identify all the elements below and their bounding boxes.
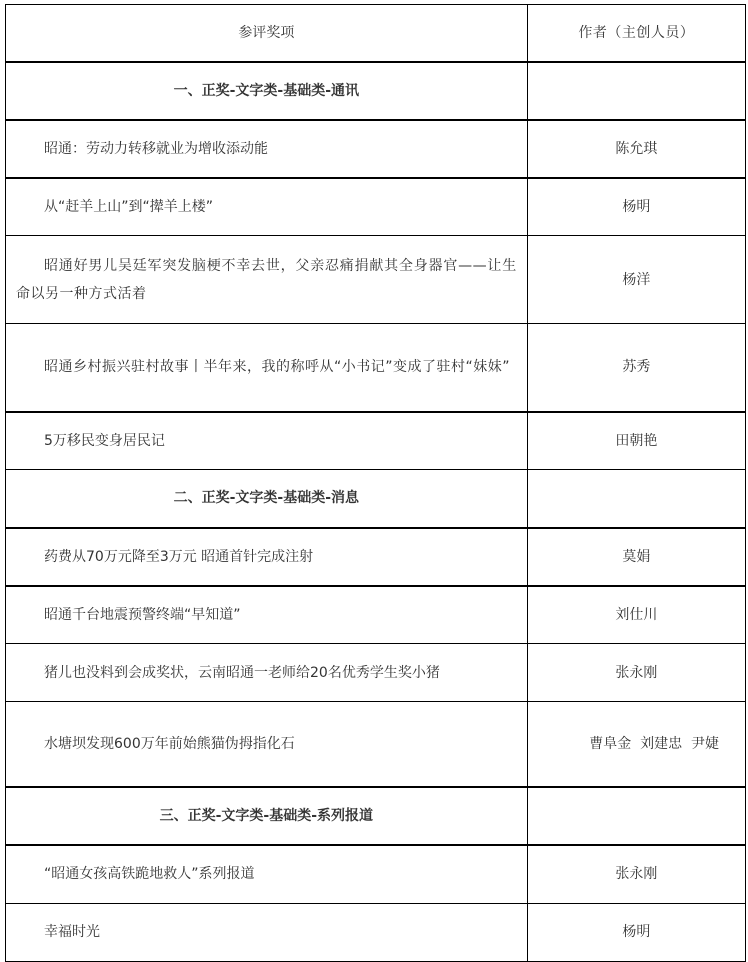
table-row (6, 120, 746, 178)
award-item-title: 幸福时光 (44, 924, 100, 940)
award-item-title: 5万移民变身居民记 (44, 432, 165, 449)
author-name: 刘仕川 (615, 606, 658, 623)
section-author-cell (527, 470, 745, 528)
table-row (6, 702, 746, 788)
section-author-cell (527, 787, 745, 845)
award-item-title: 昭通好男儿吴廷军突发脑梗不幸去世，父亲忍痛捐献其全身器官——让生命以另一种方式活着 (16, 257, 517, 302)
section-title: 一、正奖-文字类-基础类-通讯 (173, 82, 360, 99)
award-item-cell (6, 903, 528, 961)
author-cell (527, 528, 745, 586)
award-item-cell (6, 412, 528, 470)
award-item-title: 药费从70万元降至3万元 昭通首针完成注射 (44, 548, 314, 565)
author-name: 田朝艳 (615, 432, 658, 449)
table-row (6, 528, 746, 586)
author-cell (527, 412, 745, 470)
author-name: 杨明 (622, 924, 651, 940)
award-item-cell (6, 586, 528, 644)
award-item-cell (6, 324, 528, 412)
author-name: 陈允琪 (615, 140, 658, 157)
author-cell (527, 236, 745, 324)
table-row (6, 586, 746, 644)
author-cell (527, 586, 745, 644)
author-name: 莫娟 (622, 548, 651, 565)
section-title: 三、正奖-文字类-基础类-系列报道 (159, 808, 374, 824)
award-item-cell (6, 236, 528, 324)
author-cell (527, 324, 745, 412)
author-cell (527, 845, 745, 903)
award-item-title: “昭通女孩高铁跪地救人”系列报道 (44, 866, 255, 883)
award-item-cell (6, 702, 528, 788)
author-name: 苏秀 (622, 359, 651, 376)
header-item-label: 参评奖项 (238, 24, 295, 41)
table-row (6, 845, 746, 903)
award-item-title: 昭通乡村振兴驻村故事丨半年来，我的称呼从“小书记”变成了驻村“妹妹” (44, 359, 511, 376)
award-item-cell (6, 178, 528, 236)
award-item-cell (6, 644, 528, 702)
section-title-cell (6, 62, 528, 120)
author-cell (527, 120, 745, 178)
section-row (6, 62, 746, 120)
author-name: 张永刚 (615, 664, 658, 681)
table-row (6, 178, 746, 236)
header-author-cell (527, 5, 745, 62)
table-row (6, 903, 746, 961)
author-cell (527, 644, 745, 702)
table-row (6, 412, 746, 470)
award-item-title: 昭通千台地震预警终端“早知道” (44, 606, 241, 623)
author-name: 杨明 (622, 198, 651, 215)
section-title-cell (6, 787, 528, 845)
award-item-title: 昭通：劳动力转移就业为增收添动能 (44, 140, 268, 157)
section-row (6, 787, 746, 845)
author-cell (527, 903, 745, 961)
author-name: 张永刚 (615, 866, 658, 883)
award-item-title: 水塘坝发现600万年前始熊猫伪拇指化石 (44, 736, 295, 752)
table-row (6, 644, 746, 702)
header-item-cell (6, 5, 528, 62)
header-author-label: 作者（主创人员） (578, 24, 695, 41)
table-row (6, 236, 746, 324)
author-cell (527, 702, 745, 788)
section-row (6, 470, 746, 528)
author-name: 杨洋 (622, 271, 651, 288)
author-cell (527, 178, 745, 236)
award-item-cell (6, 528, 528, 586)
awards-table (5, 4, 746, 962)
author-name: 曹阜金 刘建忠 尹婕 (589, 736, 720, 752)
table-row (6, 324, 746, 412)
table-header-row (6, 5, 746, 62)
section-title: 二、正奖-文字类-基础类-消息 (173, 490, 360, 507)
section-title-cell (6, 470, 528, 528)
award-item-cell (6, 120, 528, 178)
award-item-title: 猪儿也没料到会成奖状，云南昭通一老师给20名优秀学生奖小猪 (44, 664, 440, 681)
section-author-cell (527, 62, 745, 120)
award-item-title: 从“赶羊上山”到“撵羊上楼” (44, 198, 214, 215)
award-item-cell (6, 845, 528, 903)
